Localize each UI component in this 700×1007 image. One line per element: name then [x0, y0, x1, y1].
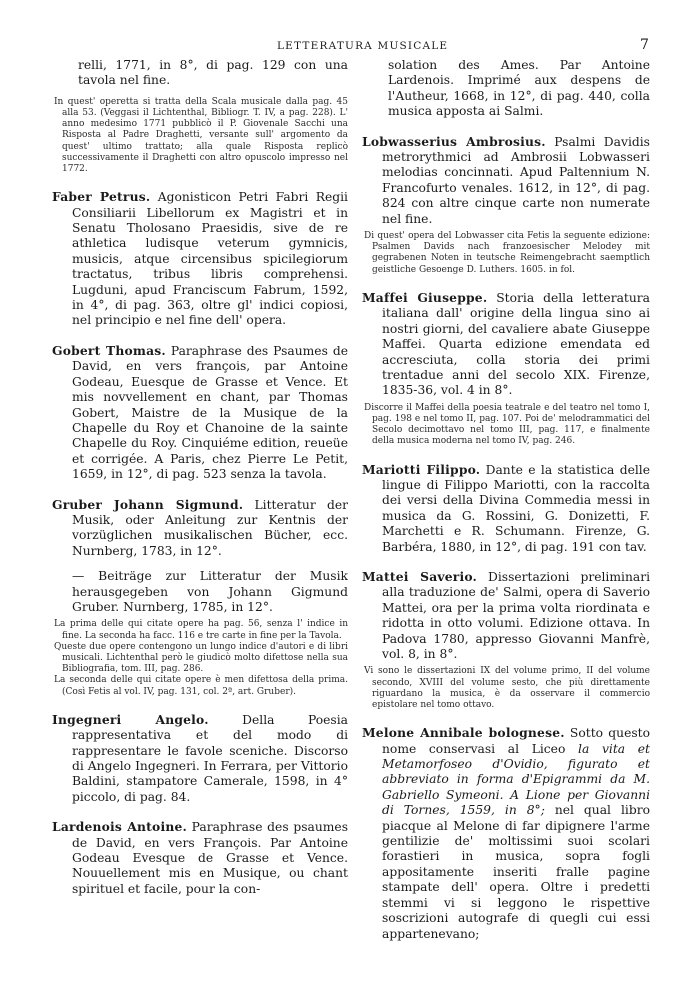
entry-text	[362, 725, 650, 942]
entry-body: Della Poesia rappresentativa et del modo di rappresentare le favole sceniche. Discorso di Angelo Ingegneri. In Ferrara, per Vittorio Baldini, stampatore Camerale, 1598, in 4° piccolo, di pag. 84.	[72, 712, 348, 804]
entry-body: Agonisticon Petri Fabri Regii Consiliarii Libellorum ex Magistri et in Senatu Tholosano Praesidis, sive de re athletica ludisque veterum gymnicis, musicis, atque circensibus spicilegiorum tractatus, tribus libris comprehensi. Lugduni, apud Franciscum Fabrum, 1592, in 4°, di pag. 363, oltre gl' indici copiosi, nel principio e nel fine dell' opera.	[72, 190, 348, 328]
entry-note: In quest' operetta si tratta della Scala musicale dalla pag. 45 alla 53. (Veggasi il Lichtenthal, Bibliogr. T. IV, a pag. 228). L' anno medesimo 1771 pubblicò il P. Giovenale Sacchi una Risposta al Padre Draghetti, versante sull' argomento da quest' ultimo trattato; alla quale Risposta replicò successivamente il Draghetti con altro opuscolo impresso nel 1772.	[54, 96, 348, 175]
entry-lardenois	[52, 819, 348, 897]
entry-note	[52, 619, 348, 697]
entry-mariotti	[362, 462, 650, 555]
italic-title: la vita et Metamorfoseo d'Ovidio, figurato et abbreviato in forma d'Epigrammi da M. Gabriello Symeoni. A Lione per Giovanni di Tornes, 1559, in 8°;	[382, 741, 650, 818]
left-column	[52, 58, 348, 911]
entry-heading: Mariotti Filippo.	[362, 461, 481, 477]
running-title: LETTERATURA MUSICALE	[277, 40, 449, 52]
entry-body: nel qual libro piacque al Melone di far dipignere l'arme gentilizie de' moltissimi suoi scolari forastieri in musica, sopra fogli appositamente inseriti fralle pagine stampate dell' opera. Oltre i predetti stemmi vi si leggono le rispettive soscrizioni autografe di quegli cui essi appartenevano;	[382, 803, 650, 941]
entry-heading: Maffei Giuseppe.	[362, 289, 488, 305]
entry-heading: Mattei Saverio.	[362, 568, 478, 584]
entry-body: Paraphrase des Psaumes de David, en vers françois, par Antoine Godeau, Euesque de Grasse et Vence. Et mis novvellement en chant, par Thomas Gobert, Maistre de la Musique de la Chapelle du Roy et Chanoine de la sainte Chapelle du Roy. Cinquiéme edition, reueüe et corrigée. A Paris, chez Pierre Le Petit, 1659, in 12°, di pag. 523 senza la tavola.	[72, 343, 348, 482]
entry-body: Sotto questo nome conservasi al Liceo	[382, 726, 650, 756]
entry-ingegneri	[52, 712, 348, 805]
entry-gruber-beitraege	[52, 569, 348, 698]
entry-text	[52, 712, 348, 805]
entry-heading: Melone Annibale bolognese.	[362, 725, 565, 741]
entry-body: — Beiträge zur Litteratur der Musik herausgegeben von Johann Gigmund Gruber. Nurnberg, 1785, in 12°.	[72, 569, 348, 614]
entry-body: Psalmi Davidis metrorythmici ad Ambrosii Lobwasseri melodias concinnati. Apud Paltennium N. Francofurto venales. 1612, in 12°, di pag. 824 con altre cinque carte non numerate nel fine.	[382, 134, 650, 226]
entry-heading: Lardenois Antoine.	[52, 819, 187, 835]
continuation-text: relli, 1771, in 8°, di pag. 129 con una tavola nel fine.	[78, 58, 348, 88]
note-line: La seconda delle qui citate opere è men difettosa della prima. (Così Fetis al vol. IV, pag. 131, col. 2ª, art. Gruber).	[54, 675, 348, 697]
entry-gruber	[52, 497, 348, 560]
entry-text	[52, 497, 348, 560]
entry-maffei	[362, 290, 650, 448]
entry-heading: Gruber Johann Sigmund.	[52, 496, 244, 512]
entry-faber	[52, 189, 348, 329]
entry-body: Litteratur der Musik, oder Anleitung zur Kentnis der vorzüglichen musikalischen Bücher, ecc. Nurnberg, 1783, in 12°.	[72, 497, 348, 558]
entry-text	[362, 569, 650, 662]
entry-heading: Gobert Thomas.	[52, 342, 166, 358]
page-number: 7	[640, 37, 649, 53]
entry-text	[52, 819, 348, 897]
entry-note: Vi sono le dissertazioni IX del volume primo, II del volume secondo, XVIII del volume sesto, che più direttamente riguardano la musica, è da osservare il commercio epistolare nel tomo ottavo.	[364, 666, 650, 711]
entry-heading: Faber Petrus.	[52, 189, 151, 205]
entry-text	[362, 462, 650, 555]
entry-melone	[362, 725, 650, 942]
note-line: La prima delle qui citate opere ha pag. 56, senza l' indice in fine. La seconda ha facc. 116 e tre carte in fine per la Tavola.	[54, 619, 348, 641]
entry-body: Dissertazioni preliminari alla traduzione de' Salmi, opera di Saverio Mattei, ora per la prima volta riordinata e ridotta in otto volumi. Edizione ottava. In Padova 1780, appresso Giovanni Manfrè, vol. 8, in 8°.	[382, 569, 651, 661]
entry-note: Di quest' opera del Lobwasser cita Fetis la seguente edizione: Psalmen Davids nach franzoesischer Melodey mit gegrabenen Noten in teutsche Reimengebracht saemptlich geistliche Gesoenge D. Luthers. 1605. in fol.	[364, 231, 650, 275]
entry-text	[362, 290, 650, 399]
entry-lobwasserius	[362, 134, 650, 276]
entry-heading: Lobwasserius Ambrosius.	[362, 133, 546, 149]
entry-body: Paraphrase des psaumes de David, en vers François. Par Antoine Godeau Evesque de Grasse et Vence. Nouuellement mis en Musique, ou chant spirituel et facile, pour la con-	[72, 820, 348, 896]
entry-text	[52, 189, 348, 329]
continuation-text: solation des Ames. Par Antoine Lardenois. Imprimé aux despens de l'Autheur, 1668, in 12°, di pag. 440, colla musica apposta ai Salmi.	[388, 58, 650, 119]
entry-gobert	[52, 343, 348, 483]
entry-body: Dante e la statistica delle lingue di Filippo Mariotti, con la raccolta dei versi della Divina Commedia messi in musica da G. Rossini, G. Donizetti, F. Marchetti e R. Schumann. Firenze, G. Barbéra, 1880, in 12°, di pag. 191 con tav.	[382, 462, 650, 554]
entry-body: Storia della letteratura italiana dall' origine della lingua sino ai nostri giorni, del cavaliere abate Giuseppe Maffei. Quarta edizione emendata ed accresciuta, colla storia dei primi trentadue anni del secolo XIX. Firenze, 1835-36, vol. 4 in 8°.	[382, 290, 650, 398]
entry-text	[362, 134, 650, 227]
note-line: Queste due opere contengono un lungo indice d'autori e di libri musicali. Lichtenthal però le giudicò molto difettose nella sua Bibliografia, tom. III, pag. 286.	[54, 641, 348, 675]
entry-note: Discorre il Maffei della poesia teatrale e del teatro nel tomo I, pag. 198 e nel tomo II, pag. 107. Poi de' melodrammatici del Secolo decimottavo nel tomo III, pag. 117, e finalmente della musica moderna nel tomo IV, pag. 246.	[364, 402, 650, 447]
entry-mattei	[362, 569, 650, 711]
right-column	[362, 58, 650, 956]
entry-heading: Ingegneri Angelo.	[52, 711, 209, 727]
entry-text	[52, 343, 348, 483]
